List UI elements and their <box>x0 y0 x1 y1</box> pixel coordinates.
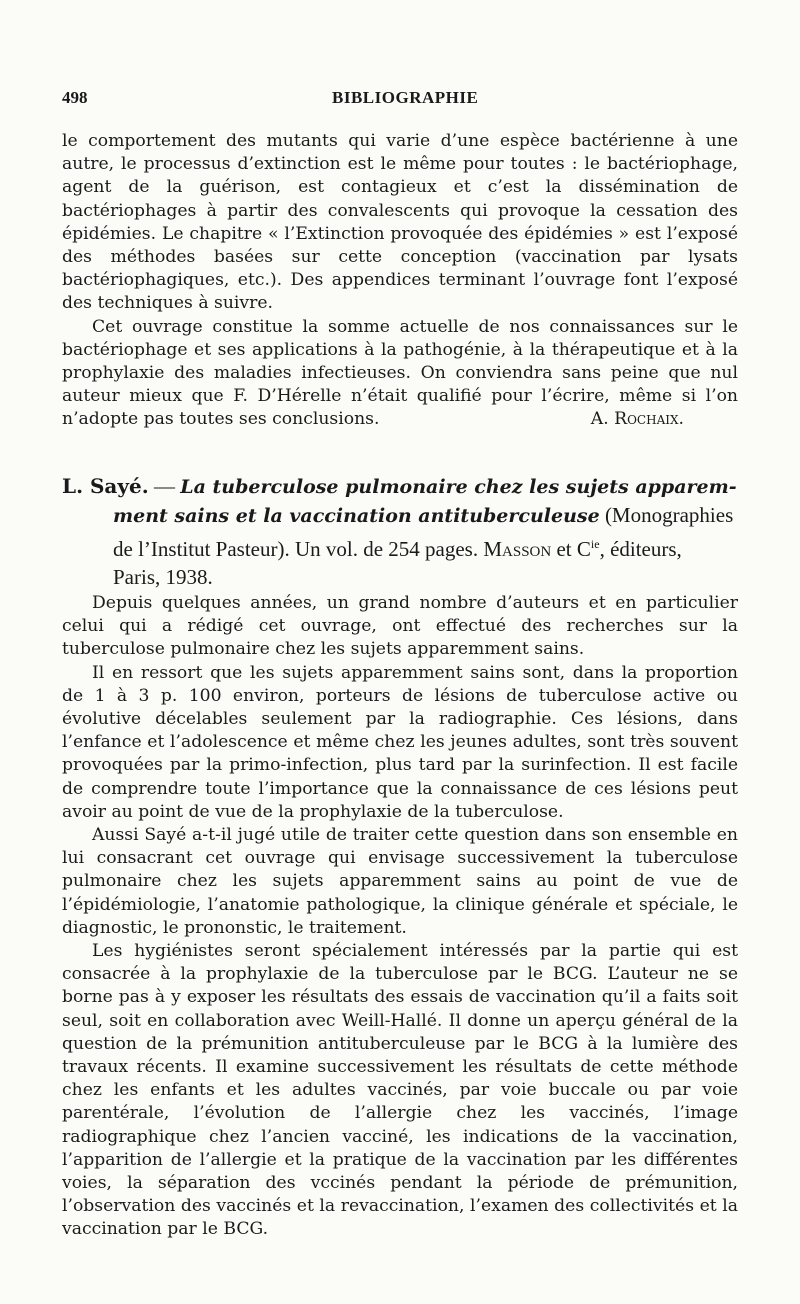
entry-publisher-part-1: (Monographies <box>599 503 734 527</box>
review2-paragraph-4: Les hygiénistes seront spécialement intéressés par la partie qui est consacrée à la prophylaxie de la tuberculose par le BCG. L’auteur ne se borne pas à y exposer les résultats des essais de vaccination qu’il a faits soit seul, soit en collaboration avec Weill-Hallé. Il donne un aperçu général de la question de la prémunition antituberculeuse par le BCG à la lumière des travaux récents. Il examine successivement les résultats de cette méthode chez les enfants et les adultes vaccinés, par voie buccale ou par voie parentérale, l’évolution de l’allergie chez les vaccinés, l’image radiographique chez l’ancien vacciné, les indications de la vaccination, l’apparition de l’allergie et la pratique de la vaccination par les différentes voies, la séparation des vccinés pendant la période de prémunition, l’observation des vaccinés et la revaccination, l’examen des collectivités et la vaccination par le BCG. <box>62 941 738 1240</box>
review-saye <box>62 592 738 1242</box>
entry-dash: — <box>148 474 181 498</box>
entry-publisher-sup: ie <box>590 537 600 551</box>
section-title: BIBLIOGRAPHIE <box>332 88 479 107</box>
entry-heading-line-2 <box>62 501 742 530</box>
entry-heading-line-3 <box>62 530 742 563</box>
review1-paragraph-2-text: Cet ouvrage constitue la somme actuelle de nos connaissances sur le bactériophage et ses applications à la pathogénie, à la thérapeutique et à la prophylaxie des maladies infectieuses. On conviendra sans peine que nul auteur mieux que F. D’Hérelle n’était qualifié pour l’écrire, même si l’on n’adopte pas toutes ses conclusions. <box>62 316 738 430</box>
entry-heading-line-1 <box>62 472 742 501</box>
entry-title-part-2: ment sains et la vaccination antituberculeuse <box>113 505 600 527</box>
review2-paragraph-3: Aussi Sayé a-t-il jugé utile de traiter cette question dans son ensemble en lui consacrant cet ouvrage qui envisage successivement la tuberculose pulmonaire chez les sujets apparemment sains au point de vue de l’épidémiologie, l’anatomie pathologique, la clinique générale et spéciale, le diagnostic, le prononstic, le traitement. <box>62 825 738 938</box>
signature-initial: A. <box>590 409 609 430</box>
review2-paragraph-1: Depuis quelques années, un grand nombre d’auteurs et en particulier celui qui a rédigé cet ouvrage, ont effectué des recherches sur la tuberculose pulmonaire chez les sujets apparemment sains. <box>62 593 738 660</box>
page-number: 498 <box>62 88 88 107</box>
signature <box>561 408 684 431</box>
bibliography-entry-heading <box>62 472 742 591</box>
entry-publisher-name: Masson <box>483 537 552 561</box>
review2-paragraph-2: Il en ressort que les sujets apparemment sains sont, dans la proportion de 1 à 3 p. 100 environ, porteurs de lésions de tuberculose active ou évolutive décelables seulement par la radiographie. Ces lésions, dans l’enfance et l’adolescence et même chez les jeunes adultes, sont très souvent provoquées par la primo-infection, plus tard par la surinfection. Il est facile de comprendre toute l’importance que la connaissance de ces lésions peut avoir au point de vue de la prophylaxie de la tuberculose. <box>62 662 738 822</box>
running-head <box>62 88 738 112</box>
review1-paragraph-1: le comportement des mutants qui varie d’une espèce bactérienne à une autre, le processus d’extinction est le même pour toutes : le bactériophage, agent de la guérison, est contagieux et c’est la dissémination de bactériophages à partir des convalescents qui provoque la cessation des épidémies. Le chapitre « l’Extinction provoquée des épidémies » est l’exposé des méthodes basées sur cette conception (vaccination par lysats bactériophagiques, etc.). Des appendices terminant l’ouvrage font l’exposé des techniques à suivre. <box>62 131 738 314</box>
entry-heading-line-4: Paris, 1938. <box>113 565 213 589</box>
entry-title-part-1: La tuberculose pulmonaire chez les sujets apparem- <box>180 476 737 498</box>
entry-publisher-end: , éditeurs, <box>599 537 682 561</box>
entry-publisher-et: et C <box>551 537 591 561</box>
entry-publisher-line-2: de l’Institut Pasteur). Un vol. de 254 pages. <box>113 537 484 561</box>
signature-name: Rochaix. <box>614 409 684 430</box>
entry-author: L. Sayé. <box>62 474 149 498</box>
review1-paragraph-2 <box>62 316 738 432</box>
review-rochaix <box>62 130 738 432</box>
